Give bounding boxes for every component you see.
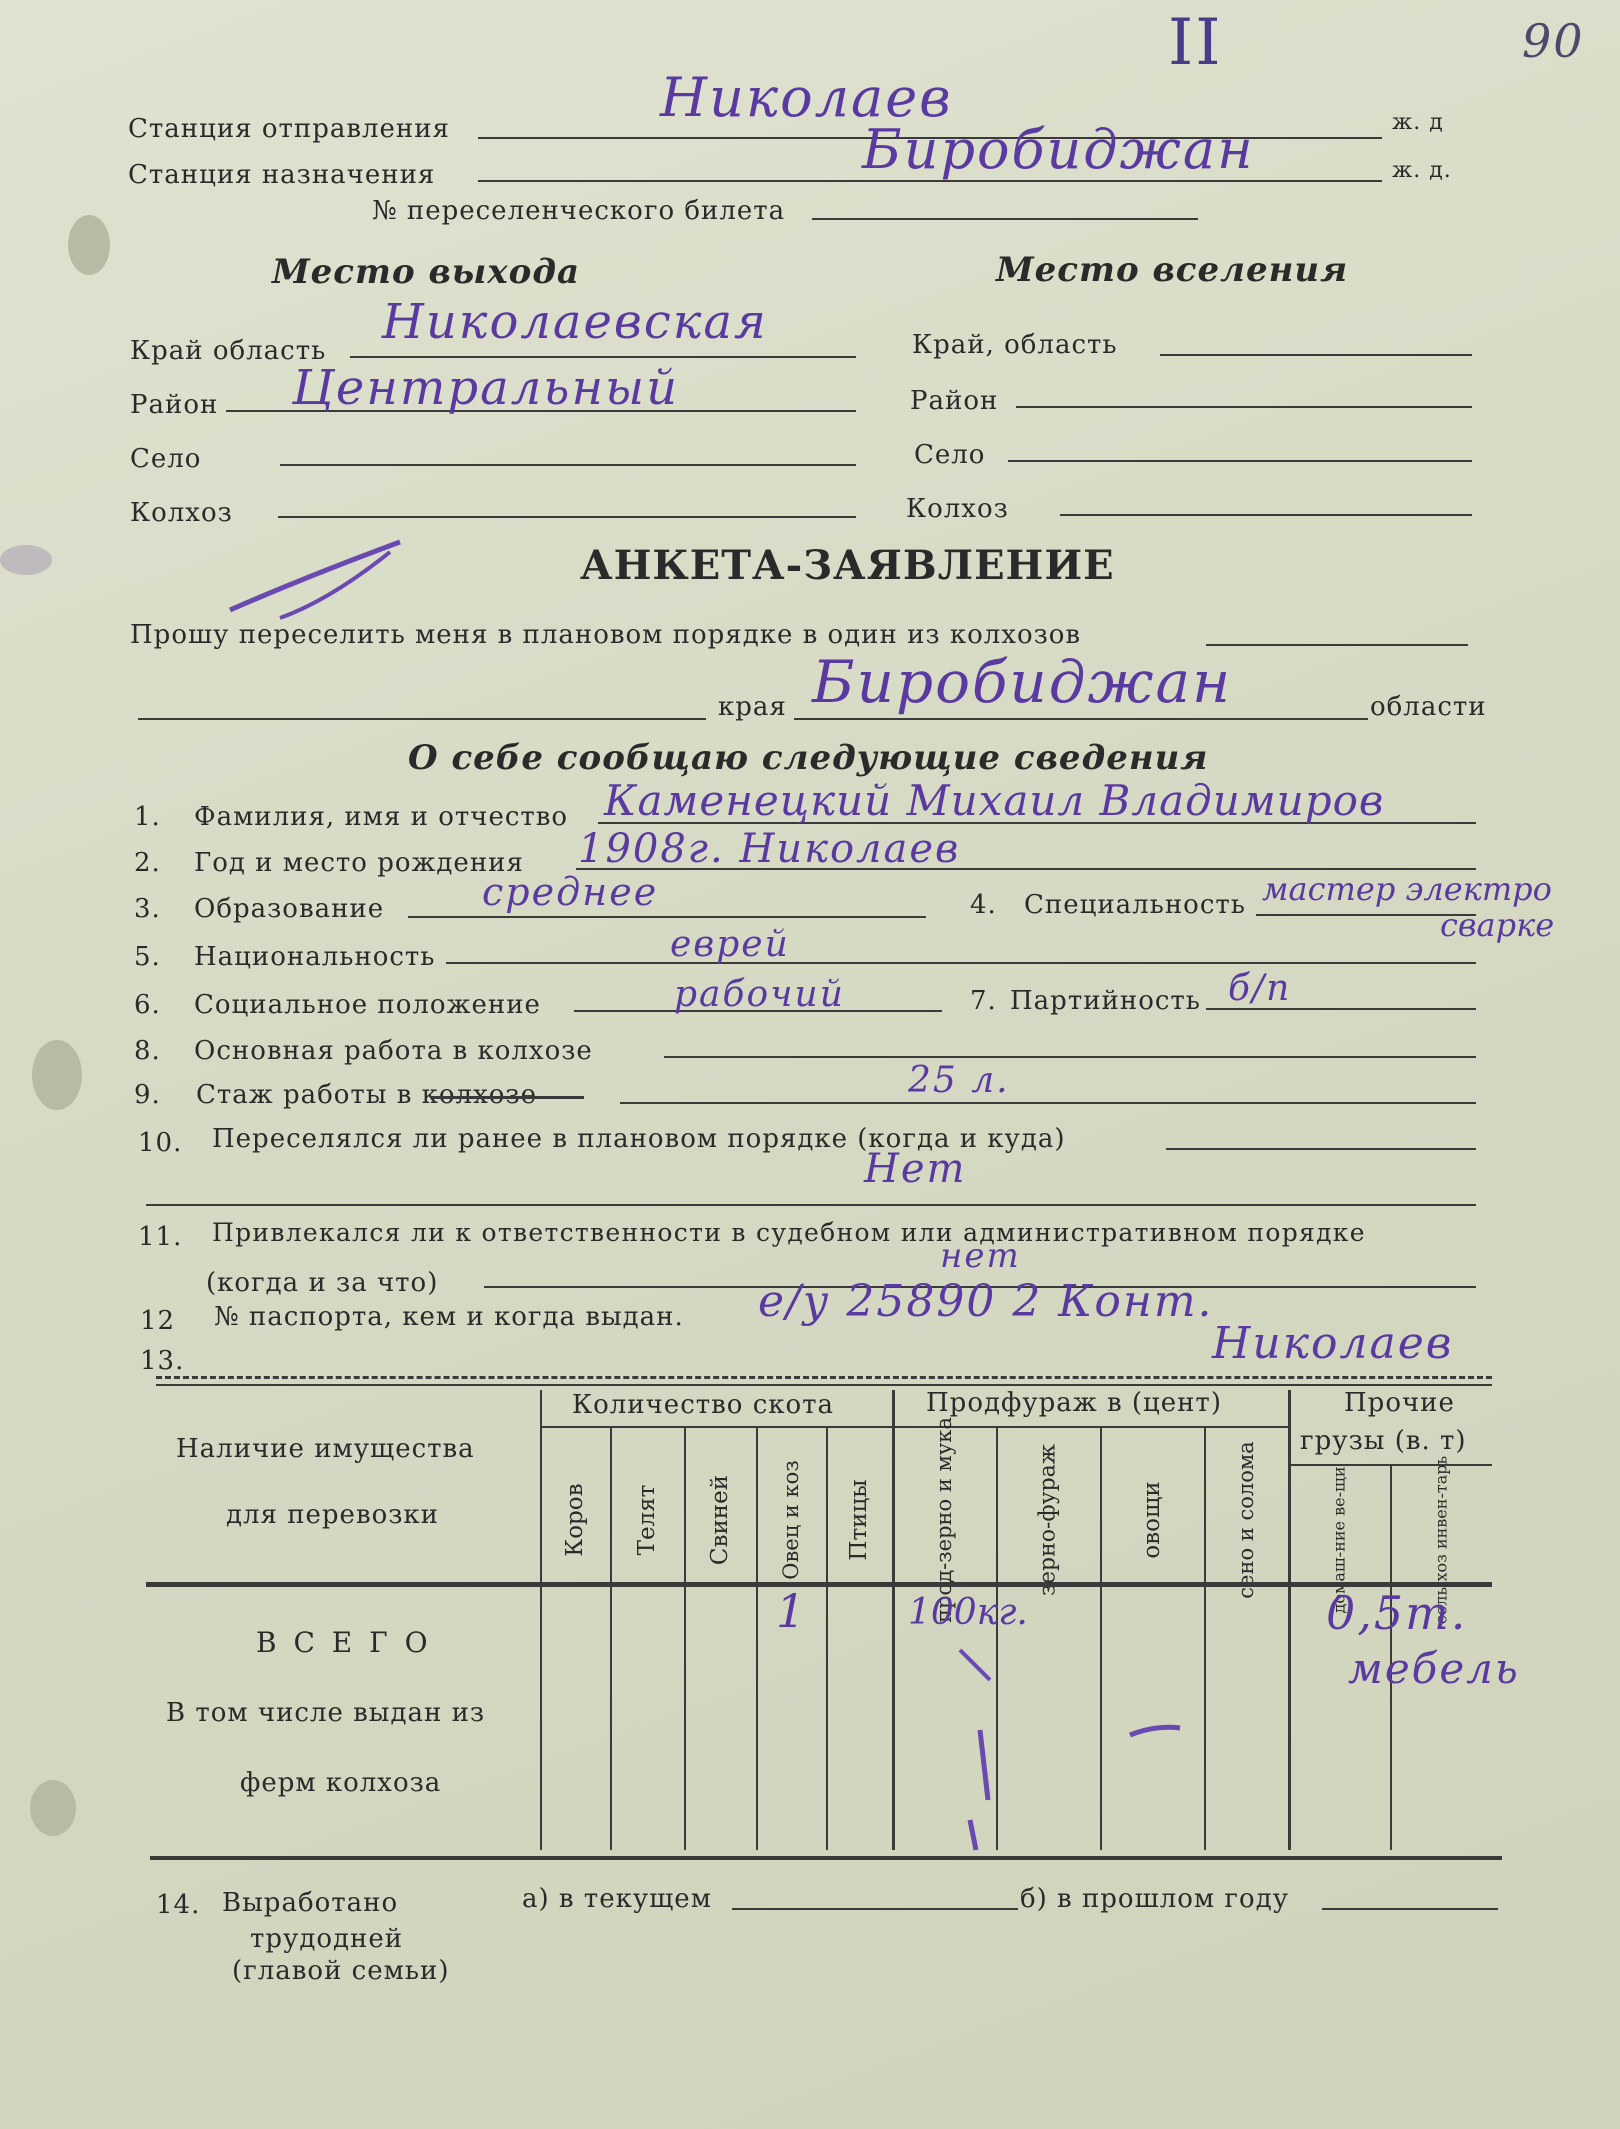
column-header-grain-fodder: зерно-фураж <box>1035 1443 1061 1597</box>
column-header-pigs: Свиней <box>707 1474 733 1566</box>
main-work-line <box>664 1056 1476 1058</box>
livestock-group-header: Количество скота <box>572 1390 835 1420</box>
ticket-label: № переселенческого билета <box>372 196 786 226</box>
liability-label: Привлекался ли к ответственности в судебном или административном порядке <box>212 1218 1366 1247</box>
table-col-divider <box>540 1390 542 1850</box>
birth-label: Год и место рождения <box>194 848 524 878</box>
table-col-divider <box>1288 1390 1291 1850</box>
destination-kolkhoz-line <box>1060 514 1472 516</box>
punch-hole <box>32 1040 82 1110</box>
column-header-farm-tools: сель-хоз инвен-тарь <box>1431 1455 1451 1625</box>
social-status-label: Социальное положение <box>194 990 541 1020</box>
column-header-poultry: Птицы <box>846 1479 872 1561</box>
origin-region-line <box>350 356 856 358</box>
nationality-label: Национальность <box>194 942 436 972</box>
krai-line <box>138 718 706 720</box>
origin-region-label: Край область <box>130 336 327 366</box>
destination-region-line <box>1160 354 1472 356</box>
workdays-label-3: (главой семьи) <box>232 1956 450 1986</box>
fodder-group-header: Продфураж в (цент) <box>926 1388 1222 1418</box>
party-value: б/п <box>1228 968 1292 1009</box>
departure-station-value: Николаев <box>660 66 953 129</box>
column-header-hay-straw: сено и солома <box>1234 1441 1258 1599</box>
field-number: 14. <box>156 1890 201 1920</box>
field-number: 9. <box>134 1080 161 1110</box>
nationality-value: еврей <box>670 924 790 965</box>
social-status-value: рабочий <box>674 974 845 1015</box>
field-number: 8. <box>134 1036 161 1066</box>
workdays-label-2: трудодней <box>250 1924 404 1954</box>
grain-flour-value: 100кг. <box>908 1592 1028 1633</box>
previous-resettlement-value: Нет <box>864 1146 967 1192</box>
field-number: 5. <box>134 942 161 972</box>
passport-label: № паспорта, кем и когда выдан. <box>214 1302 684 1332</box>
column-header-calves: Телят <box>634 1484 660 1556</box>
table-header-rule <box>146 1582 1492 1587</box>
origin-district-label: Район <box>130 390 219 420</box>
field-number: 13. <box>140 1346 185 1376</box>
total-row-label: В С Е Г О <box>256 1626 432 1659</box>
field-number: 11. <box>138 1222 183 1252</box>
field-number: 7. <box>970 986 997 1016</box>
request-text: Прошу переселить меня в плановом порядке в один из колхозов <box>130 620 1082 650</box>
workdays-label-1: Выработано <box>222 1888 399 1918</box>
column-header-sheep-goats: Овец и коз <box>779 1460 803 1580</box>
punch-hole <box>30 1780 76 1836</box>
destination-village-label: Село <box>914 440 986 470</box>
origin-district-value: Центральный <box>292 360 680 416</box>
education-value: среднее <box>482 870 659 914</box>
krai-label: края <box>718 692 787 722</box>
origin-kolkhoz-line <box>278 516 856 518</box>
oblast-line <box>794 718 1368 720</box>
destination-village-line <box>1008 460 1472 462</box>
table-col-divider <box>1204 1426 1206 1850</box>
rail-suffix: ж. д. <box>1392 158 1452 183</box>
table-row-header-1: Наличие имущества <box>176 1434 475 1464</box>
sheep-count-value: 1 <box>776 1584 808 1638</box>
specialty-value-2: сварке <box>1440 906 1555 944</box>
destination-title: Место вселения <box>996 250 1349 290</box>
specialty-label: Специальность <box>1024 890 1246 920</box>
work-experience-line <box>620 1102 1476 1104</box>
passport-issuer-value: Николаев <box>1212 1318 1454 1369</box>
liability-value: нет <box>940 1236 1021 1276</box>
other-group-header-2: грузы (в. т) <box>1300 1426 1467 1456</box>
table-col-divider <box>892 1390 895 1850</box>
pen-strokes <box>940 1640 1200 1860</box>
field-number: 1. <box>134 802 161 832</box>
education-line <box>408 916 926 918</box>
page-number: 90 <box>1522 14 1585 68</box>
party-label: Партийность <box>1010 986 1201 1016</box>
column-header-grain-flour: прод-зерно и мука <box>932 1417 956 1623</box>
household-goods-note: мебель <box>1348 1644 1520 1693</box>
workdays-previous-line <box>1322 1908 1498 1910</box>
ticket-line <box>812 218 1198 220</box>
request-line <box>1206 644 1468 646</box>
workdays-previous-label: б) в прошлом году <box>1020 1884 1290 1914</box>
passport-value: е/у 25890 2 Конт. <box>758 1276 1214 1327</box>
info-title: О себе сообщаю следующие сведения <box>408 738 1209 778</box>
field-number: 6. <box>134 990 161 1020</box>
field-number: 3. <box>134 894 161 924</box>
ink-stain <box>0 545 52 575</box>
workdays-current-label: а) в текущем <box>522 1884 712 1914</box>
oblast-label: области <box>1370 692 1487 722</box>
origin-kolkhoz-label: Колхоз <box>130 498 233 528</box>
nationality-line <box>446 962 1476 964</box>
table-top-rule-2 <box>156 1384 1492 1386</box>
table-col-divider <box>684 1426 686 1850</box>
subtotal-row-label-1: В том числе выдан из <box>166 1698 486 1728</box>
work-experience-label: Стаж работы в колхозе <box>196 1080 537 1110</box>
previous-resettlement-label: Переселялся ли ранее в плановом порядке (когда и куда) <box>212 1124 1066 1154</box>
household-goods-value: 0,5т. <box>1326 1586 1468 1640</box>
origin-region-value: Николаевская <box>382 294 768 350</box>
column-header-household: домаш-ние ве-щи <box>1329 1466 1349 1614</box>
corner-mark: II <box>1168 6 1223 80</box>
field-number: 10. <box>138 1128 183 1158</box>
origin-village-label: Село <box>130 444 202 474</box>
origin-title: Место выхода <box>272 252 581 292</box>
column-header-cows: Коров <box>562 1483 588 1557</box>
rail-suffix: ж. д <box>1392 110 1444 135</box>
birth-value: 1908г. Николаев <box>578 826 961 872</box>
other-group-header-1: Прочие <box>1344 1388 1455 1418</box>
field-number: 4. <box>970 890 997 920</box>
form-title: АНКЕТА-ЗАЯВЛЕНИЕ <box>580 542 1115 589</box>
table-top-rule <box>156 1376 1492 1379</box>
destination-district-line <box>1016 406 1472 408</box>
destination-station-label: Станция назначения <box>128 160 436 190</box>
specialty-value-1: мастер электро <box>1262 870 1552 908</box>
destination-region-label: Край, область <box>912 330 1118 360</box>
previous-resettlement-line-2 <box>146 1204 1476 1206</box>
subtotal-row-label-2: ферм колхоза <box>240 1768 442 1798</box>
table-col-divider <box>826 1426 828 1850</box>
work-experience-strike <box>432 1096 584 1099</box>
table-col-divider <box>610 1426 612 1850</box>
origin-village-line <box>280 464 856 466</box>
work-experience-value: 25 л. <box>908 1060 1010 1101</box>
field-number: 12 <box>140 1306 176 1336</box>
oblast-value: Биробиджан <box>812 648 1233 716</box>
full-name-value: Каменецкий Михаил Владимиров <box>604 776 1385 825</box>
previous-resettlement-line <box>1166 1148 1476 1150</box>
table-bottom-rule <box>150 1856 1502 1860</box>
full-name-label: Фамилия, имя и отчество <box>194 802 569 832</box>
destination-district-label: Район <box>910 386 999 416</box>
education-label: Образование <box>194 894 385 924</box>
main-work-label: Основная работа в колхозе <box>194 1036 593 1066</box>
destination-kolkhoz-label: Колхоз <box>906 494 1009 524</box>
liability-label-2: (когда и за что) <box>206 1268 439 1298</box>
table-row-header-2: для перевозки <box>226 1500 439 1530</box>
table-col-divider <box>756 1426 758 1850</box>
workdays-current-line <box>732 1908 1018 1910</box>
livestock-group-rule <box>540 1426 892 1428</box>
field-number: 2. <box>134 848 161 878</box>
departure-station-label: Станция отправления <box>128 114 450 144</box>
destination-station-value: Биробиджан <box>862 118 1255 181</box>
column-header-vegetables: овощи <box>1139 1481 1165 1559</box>
punch-hole <box>68 215 110 275</box>
